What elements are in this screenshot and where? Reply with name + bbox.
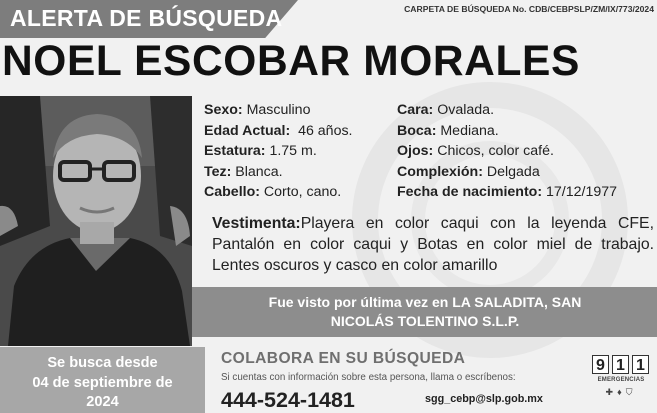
logo-icons xyxy=(592,387,650,398)
person-name: NOEL ESCOBAR MORALES xyxy=(2,38,580,85)
phone-number[interactable]: 444-524-1481 xyxy=(221,388,355,412)
logo-digit-1b: 1 xyxy=(632,355,649,374)
emergency-911-logo xyxy=(592,355,650,405)
missing-since-text: Se busca desde 04 de septiembre de 2024 xyxy=(32,355,173,410)
details-left xyxy=(204,100,353,203)
logo-digit-1: 1 xyxy=(612,355,629,374)
shield-icon: ⛉ xyxy=(625,387,637,397)
folder-number: CARPETA DE BÚSQUEDA No. CDB/CEBPSLP/ZM/IX/773/2024 xyxy=(404,4,654,14)
detail-birthdate: Fecha de nacimiento: 17/12/1977 xyxy=(397,184,618,200)
detail-mouth: Boca: Mediana. xyxy=(397,122,499,139)
alert-title: ALERTA DE BÚSQUEDA xyxy=(10,5,283,31)
logo-digit-9: 9 xyxy=(592,355,609,374)
detail-sex: Sexo: Masculino xyxy=(204,102,311,118)
person-photo xyxy=(0,96,192,346)
logo-label: EMERGENCIAS xyxy=(597,377,645,383)
detail-build: Complexión: Delgada xyxy=(397,163,540,180)
email-address[interactable]: sgg_cebp@slp.gob.mx xyxy=(425,393,543,405)
flame-icon: ♦ xyxy=(617,387,626,397)
clothing-description: Vestimenta:Playera en color caqui con la leyenda CFE, Pantalón en color caqui y Botas en color miel de trabajo. Lentes oscuros y casco en color amarillo xyxy=(212,215,654,275)
collaborate-subtitle: Si cuentas con información sobre esta persona, llama o escríbenos: xyxy=(221,372,516,383)
detail-age: Edad Actual: 46 años. xyxy=(204,122,353,139)
detail-face: Cara: Ovalada. xyxy=(397,102,495,118)
details-right xyxy=(397,100,617,203)
detail-height: Estatura: 1.75 m. xyxy=(204,143,317,159)
detail-hair: Cabello: Corto, cano. xyxy=(204,184,342,200)
collaborate-title: COLABORA EN SU BÚSQUEDA xyxy=(221,350,466,367)
detail-skin: Tez: Blanca. xyxy=(204,163,283,180)
detail-eyes: Ojos: Chicos, color café. xyxy=(397,143,554,159)
plus-icon: ✚ xyxy=(605,387,618,397)
last-seen-text: Fue visto por última vez en LA SALADITA, SAN NICOLÁS TOLENTINO S.L.P. xyxy=(268,294,582,329)
